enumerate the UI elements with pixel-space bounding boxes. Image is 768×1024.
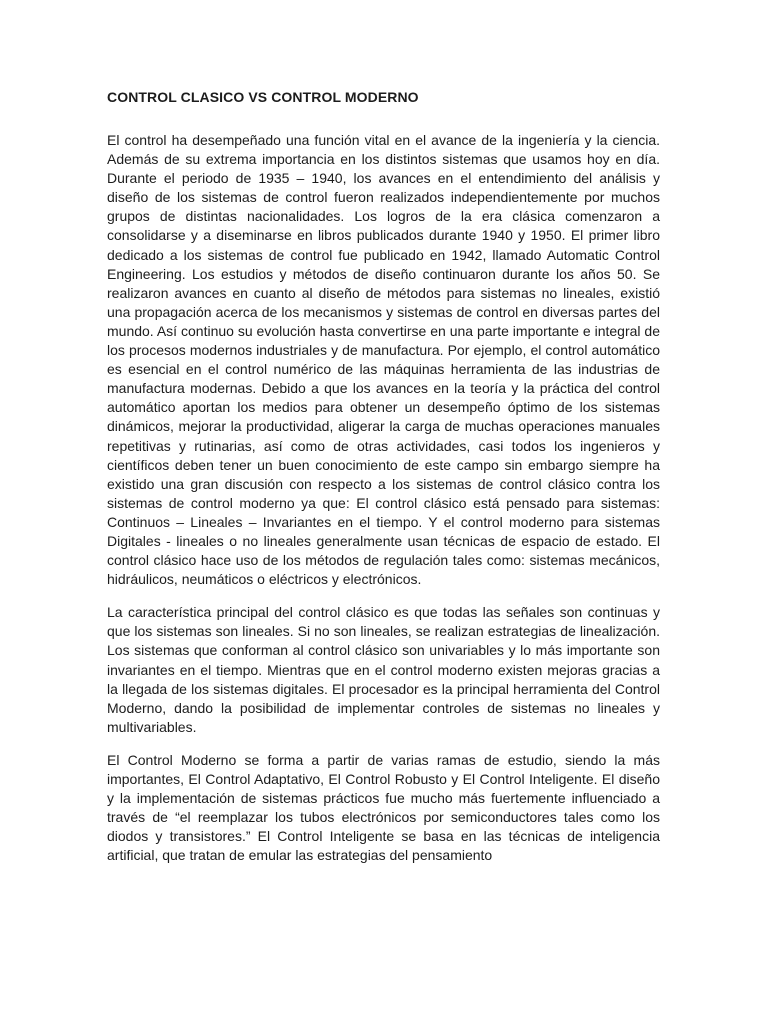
paragraph-classic-control: La característica principal del control clásico es que todas las señales son continuas y que los sistemas son lineales. Si no son lineales, se realizan estrategias de linealización. Los sistemas que conforman al control clásico son univariables y lo más importante son invariantes en el tiempo. Mientras que en el control moderno existen mejoras gracias a la llegada de los sistemas digitales. El procesador es la principal herramienta del Control Moderno, dando la posibilidad de implementar controles de sistemas no lineales y multivariables. (107, 604, 660, 735)
paragraph-modern-control: El Control Moderno se forma a partir de varias ramas de estudio, siendo la más importantes, El Control Adaptativo, El Control Robusto y El Control Inteligente. El diseño y la implementación de sistemas prácticos fue mucho más fuertemente influenciado a través de “el reemplazar los tubos electrónicos por semiconductores tales como los diodos y transistores.” El Control Inteligente se basa en las técnicas de inteligencia artificial, que tratan de emular las estrategias del pensamiento (107, 751, 660, 864)
document-title: CONTROL CLASICO VS CONTROL MODERNO (107, 89, 419, 105)
paragraph-intro: El control ha desempeñado una función vital en el avance de la ingeniería y la ciencia. Además de su extrema importancia en los distintos sistemas que usamos hoy en día. Durante el periodo de 1935 – 1940, los avances en el entendimiento del análisis y diseño de los sistemas de control fueron realizados independientemente por muchos grupos de distintas nacionalidades. Los logros de la era clásica comenzaron a consolidarse y a diseminarse en libros publicados durante 1940 y 1950. El primer libro dedicado a los sistemas de control fue publicado en 1942, llamado Automatic Control Engineering. Los estudios y métodos de diseño continuaron durante los años 50. Se realizaron avances en cuanto al diseño de métodos para sistemas no lineales, existió una propagación acerca de los mecanismos y sistemas de control en diversas partes del mundo. Así continuo su evolución hasta convertirse en una parte importante e integral de los procesos modernos industriales y de manufactura. Por ejemplo, el control automático es esencial en el control numérico de las máquinas herramienta de las industrias de manufactura modernas. Debido a que los avances en la teoría y la práctica del control automático aportan los medios para obtener un desempeño óptimo de los sistemas dinámicos, mejorar la productividad, aligerar la carga de muchas operaciones manuales repetitivas y rutinarias, así como de otras actividades, casi todos los ingenieros y científicos deben tener un buen conocimiento de este campo sin embargo siempre ha existido una gran discusión con respecto a los sistemas de control clásico contra los sistemas de control moderno ya que: El control clásico está pensado para sistemas: Continuos – Lineales – Invariantes en el tiempo. Y el control moderno para sistemas Digitales - lineales o no lineales generalmente usan técnicas de espacio de estado. El control clásico hace uso de los métodos de regulación tales como: sistemas mecánicos, hidráulicos, neumáticos o eléctricos y electrónicos. (107, 132, 660, 588)
document-body (107, 88, 660, 879)
